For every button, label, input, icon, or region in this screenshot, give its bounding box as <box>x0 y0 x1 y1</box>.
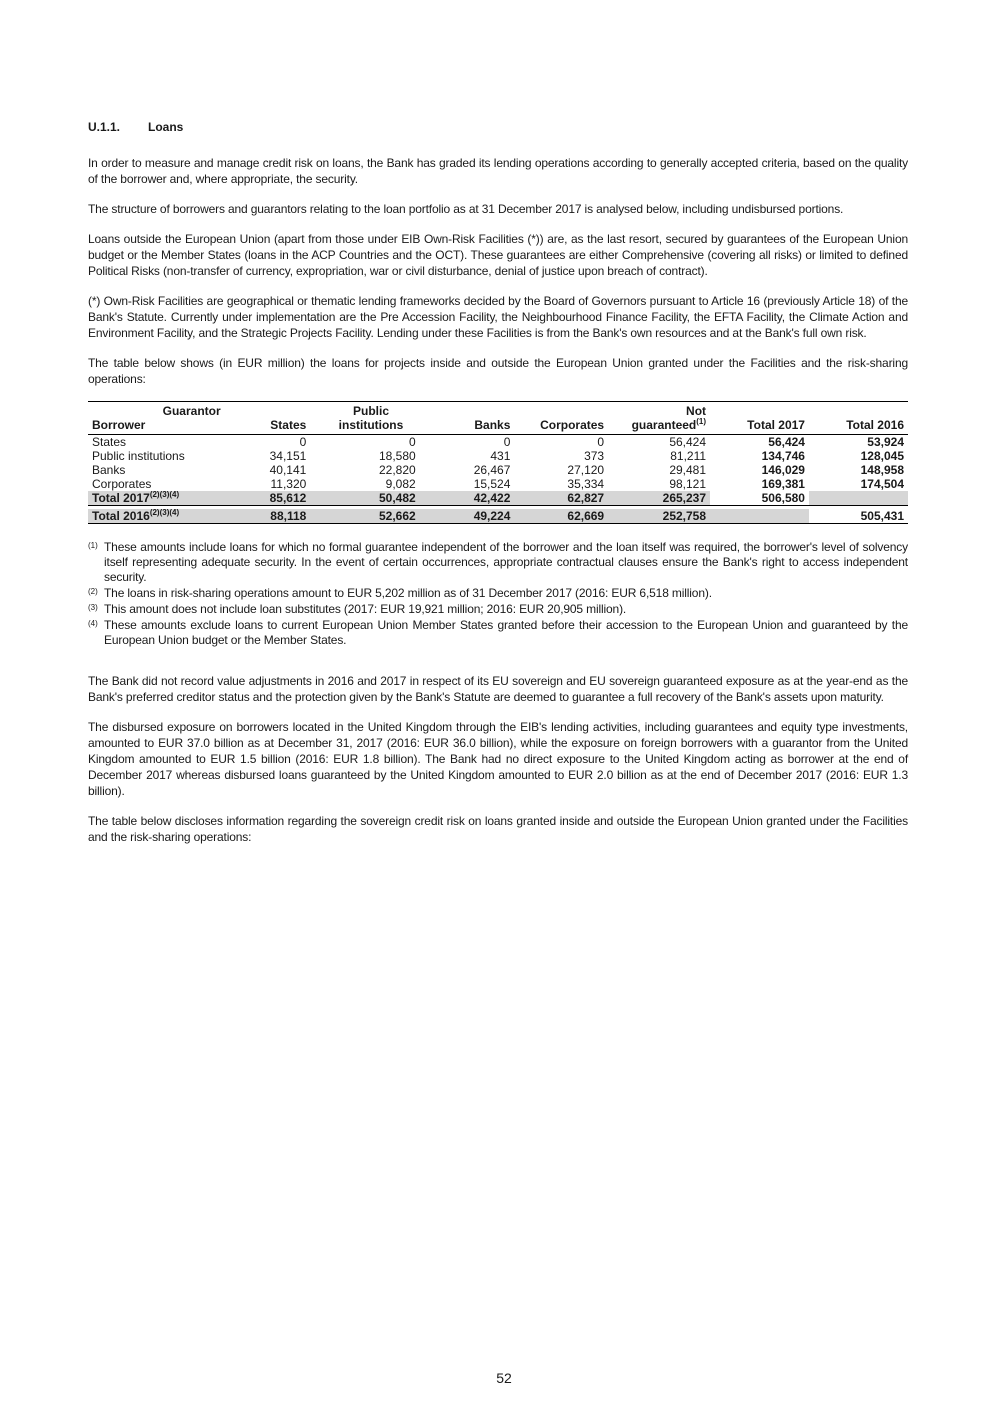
table-cell: 0 <box>503 435 511 449</box>
table-cell: 0 <box>597 435 605 449</box>
total-label: Total 2017 <box>92 491 150 505</box>
column-header: Public institutions <box>310 402 419 435</box>
section-heading <box>88 119 908 135</box>
total-row <box>88 509 908 524</box>
table-cell: 252,758 <box>608 509 710 524</box>
footnote-mark: (1) <box>696 417 707 426</box>
footnote-text: These amounts exclude loans to current European Union Member States granted before their accession to the European Union and guaranteed by the European Union budget or the Member States. <box>104 618 908 647</box>
footnote-mark: (2)(3)(4) <box>149 508 180 517</box>
table-row <box>88 449 908 463</box>
footnotes <box>88 540 908 648</box>
column-header: Total 2016 <box>809 402 908 435</box>
footnote-text: The loans in risk-sharing operations amount to EUR 5,202 million as of 31 December 2017 (2016: EUR 6,518 million). <box>104 586 712 600</box>
table-cell: 49,224 <box>420 509 515 524</box>
table-cell: 11,320 <box>270 477 307 491</box>
table-cell: 431 <box>490 449 511 463</box>
loans-table <box>88 401 908 524</box>
table-cell: 56,424 <box>768 435 805 449</box>
row-label: Public institutions <box>92 449 185 463</box>
table-cell: 53,924 <box>867 435 904 449</box>
table-row <box>88 435 908 450</box>
table-cell: 40,141 <box>269 463 307 477</box>
table-cell: 9,082 <box>385 477 416 491</box>
table-cell: 42,422 <box>420 491 515 506</box>
footnote-text: This amount does not include loan substitutes (2017: EUR 19,921 million; 2016: EUR 20,905 million). <box>104 602 627 616</box>
paragraph: The table below discloses information regarding the sovereign credit risk on loans granted inside and outside the European Union granted under the Facilities and the risk-sharing operations: <box>88 814 908 844</box>
table-cell: 81,211 <box>670 449 707 463</box>
table-cell: 50,482 <box>310 491 419 506</box>
table-cell: 62,827 <box>514 491 608 506</box>
table-cell: 169,381 <box>761 477 805 491</box>
paragraph: Loans outside the European Union (apart from those under EIB Own-Risk Facilities (*)) are, as the last resort, secured by guarantees of the European Union budget or the Member States (loans in the ACP Countries and the OCT). These guarantees are either Comprehensive (covering all risks) or limited to defined Political Risks (non-transfer of currency, expropriation, war or civil disturbance, denial of justice upon breach of contract). <box>88 232 908 278</box>
table-header-row <box>88 402 908 435</box>
footnote <box>88 586 908 601</box>
table-cell: 373 <box>584 449 605 463</box>
total-label: Total 2016 <box>92 509 150 523</box>
table-cell: 56,424 <box>669 435 707 449</box>
guarantor-label: Guarantor <box>162 404 221 418</box>
footnote-mark: (3) <box>88 603 98 612</box>
paragraph: The table below shows (in EUR million) the loans for projects inside and outside the European Union granted under the Facilities and the risk-sharing operations: <box>88 356 908 386</box>
page-number: 52 <box>496 1370 512 1386</box>
table-cell: 15,524 <box>473 477 511 491</box>
table-cell: 505,431 <box>809 509 908 524</box>
table-cell: 134,746 <box>761 449 805 463</box>
borrower-label: Borrower <box>92 418 146 432</box>
row-label <box>88 491 225 506</box>
paragraph: The structure of borrowers and guarantors relating to the loan portfolio as at 31 December 2017 is analysed below, including undisbursed portions. <box>88 202 844 216</box>
table-cell <box>710 509 809 524</box>
column-header <box>608 402 710 435</box>
table-cell: 34,151 <box>269 449 307 463</box>
paragraph: In order to measure and manage credit risk on loans, the Bank has graded its lending operations according to generally accepted criteria, based on the quality of the borrower and, where appropriate, the security. <box>88 156 908 186</box>
table-cell: 148,958 <box>860 463 904 477</box>
table-cell: 85,612 <box>225 491 311 506</box>
paragraph: The disbursed exposure on borrowers located in the United Kingdom through the EIB's lending activities, including guarantees and equity type investments, amounted to EUR 37.0 billion as at December 31, 2017 (2016: EUR 36.0 billion), while the exposure on foreign borrowers with a guarantor from the United Kingdom amounted to EUR 1.5 billion (2016: EUR 1.8 billion). The Bank had no direct exposure to the United Kingdom acting as borrower at the end of December 2017 whereas disbursed loans guaranteed by the United Kingdom amounted to EUR 2.0 billion as at the end of December 2017 (2016: EUR 1.3 billion). <box>88 720 908 798</box>
table-row <box>88 463 908 477</box>
not-guaranteed-label: Not guaranteed <box>631 404 707 432</box>
footnote-mark: (1) <box>88 541 98 550</box>
section-title: Loans <box>148 120 184 134</box>
table-cell: 0 <box>409 435 416 449</box>
table-cell: 18,580 <box>378 449 416 463</box>
table-cell: 98,121 <box>669 477 707 491</box>
footnote-text: These amounts include loans for which no formal guarantee independent of the borrower and the loan itself was required, the borrower's level of solvency itself representing adequate security. In the event of certain occurrences, appropriate contractual clauses ensure the Bank's right to access independent security. <box>104 540 908 584</box>
table-cell: 35,334 <box>567 477 605 491</box>
total-row <box>88 491 908 506</box>
footnote <box>88 602 908 617</box>
footnote-mark: (2) <box>88 587 98 596</box>
table-cell: 128,045 <box>860 449 904 463</box>
paragraph: (*) Own-Risk Facilities are geographical or thematic lending frameworks decided by the Board of Governors pursuant to Article 16 (previously Article 18) of the Bank's Statute. Currently under implementation are the Pre Accession Facility, the Neighbourhood Finance Facility, the EFTA Facility, the Climate Action and Environment Facility, and the Strategic Projects Facility. Lending under these Facilities is from the Bank's own resources and at the Bank's full own risk. <box>88 294 908 340</box>
table-cell: 506,580 <box>710 491 809 506</box>
table-cell: 174,504 <box>860 477 904 491</box>
table-cell: 265,237 <box>608 491 710 506</box>
page-content <box>88 119 908 859</box>
row-label: States <box>92 435 127 449</box>
table-cell: 22,820 <box>378 463 416 477</box>
column-header: Corporates <box>514 402 608 435</box>
table-cell: 146,029 <box>761 463 805 477</box>
spacer <box>88 649 908 673</box>
table-cell: 26,467 <box>473 463 511 477</box>
row-label: Banks <box>92 463 126 477</box>
column-header: Banks <box>420 402 515 435</box>
table-cell: 29,481 <box>669 463 707 477</box>
row-label <box>88 509 225 524</box>
table-cell <box>809 491 908 506</box>
column-header: Total 2017 <box>710 402 809 435</box>
table-corner-header <box>88 402 225 435</box>
footnote-mark: (2)(3)(4) <box>149 490 180 499</box>
table-cell: 62,669 <box>514 509 608 524</box>
section-number: U.1.1. <box>88 120 121 134</box>
row-label: Corporates <box>92 477 152 491</box>
column-header: States <box>225 402 311 435</box>
table-cell: 52,662 <box>310 509 419 524</box>
table-cell: 0 <box>299 435 307 449</box>
footnote-mark: (4) <box>88 619 98 628</box>
paragraph: The Bank did not record value adjustments in 2016 and 2017 in respect of its EU sovereign and EU sovereign guaranteed exposure as at the year-end as the Bank's preferred creditor status and the protection given by the Bank's Statute are deemed to guarantee a full recovery of the Bank's assets upon maturity. <box>88 674 908 704</box>
footnote <box>88 540 908 585</box>
table-cell: 88,118 <box>225 509 311 524</box>
table-row <box>88 477 908 491</box>
footnote <box>88 618 908 648</box>
table-cell: 27,120 <box>567 463 605 477</box>
